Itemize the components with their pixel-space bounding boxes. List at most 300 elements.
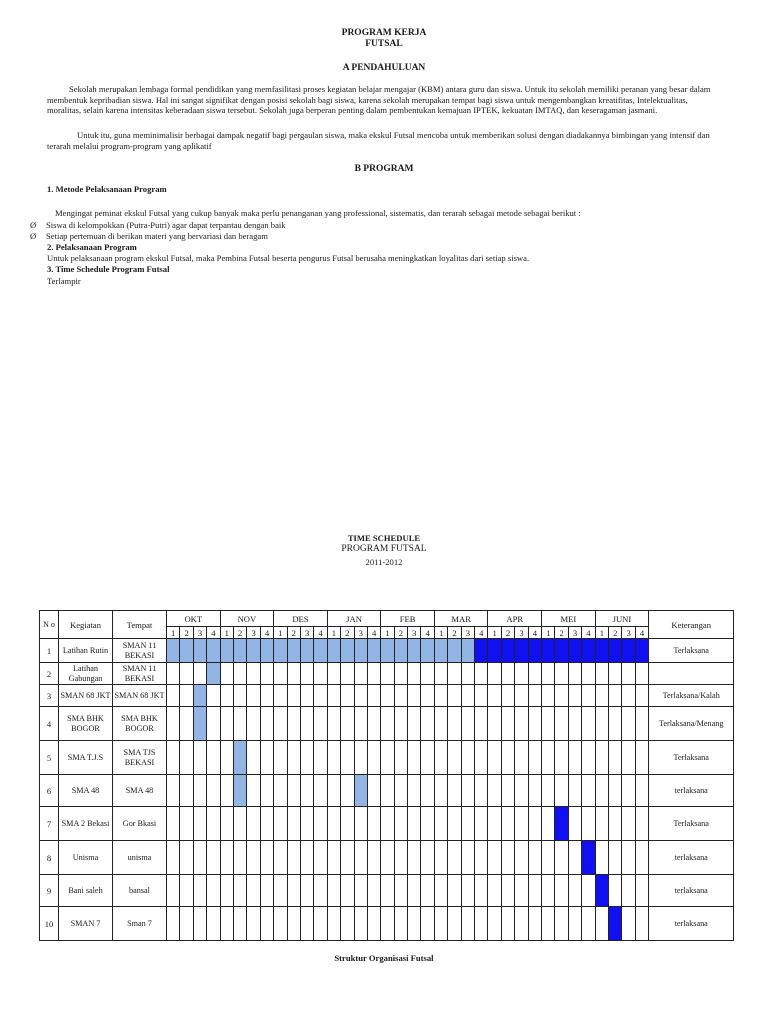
month-header: NOV — [220, 611, 274, 627]
schedule-bar-planned — [234, 639, 247, 663]
schedule-cell — [354, 663, 367, 685]
schedule-cell — [434, 875, 447, 907]
schedule-cell — [381, 807, 394, 841]
schedule-cell — [515, 707, 528, 741]
schedule-cell — [542, 707, 555, 741]
schedule-cell — [568, 707, 581, 741]
schedule-cell — [448, 841, 461, 875]
schedule-cell — [461, 741, 474, 775]
schedule-cell — [461, 663, 474, 685]
section-b-heading: B PROGRAM — [354, 164, 414, 174]
row-kegiatan: SMA 2 Bekasi — [59, 807, 113, 841]
week-header: 4 — [367, 627, 380, 639]
schedule-cell — [260, 807, 273, 841]
doc-title-line1: PROGRAM KERJA — [341, 28, 427, 38]
section-a-heading: A PENDAHULUAN — [342, 63, 426, 73]
schedule-cell — [635, 775, 648, 807]
schedule-cell — [247, 685, 260, 707]
row-tempat: SMA BHK BOGOR — [113, 707, 167, 741]
schedule-cell — [582, 775, 595, 807]
schedule-cell — [260, 685, 273, 707]
schedule-cell — [300, 707, 313, 741]
schedule-cell — [475, 875, 488, 907]
schedule-bar-completed — [515, 639, 528, 663]
row-number: 4 — [40, 707, 59, 741]
schedule-cell — [234, 907, 247, 941]
schedule-cell — [542, 807, 555, 841]
schedule-cell — [595, 907, 608, 941]
week-header: 4 — [314, 627, 327, 639]
header-no: N o — [40, 611, 59, 639]
schedule-cell — [568, 807, 581, 841]
schedule-bar-planned — [354, 775, 367, 807]
week-header: 4 — [207, 627, 220, 639]
schedule-cell — [327, 875, 340, 907]
schedule-cell — [260, 907, 273, 941]
schedule-cell — [475, 775, 488, 807]
schedule-cell — [234, 685, 247, 707]
schedule-cell — [354, 875, 367, 907]
schedule-cell — [501, 907, 514, 941]
row-number: 8 — [40, 841, 59, 875]
week-header: 2 — [394, 627, 407, 639]
row-tempat: bansal — [113, 875, 167, 907]
schedule-cell — [475, 841, 488, 875]
schedule-bar-completed — [542, 639, 555, 663]
row-kegiatan: SMAN 7 — [59, 907, 113, 941]
schedule-cell — [421, 707, 434, 741]
schedule-cell — [394, 875, 407, 907]
schedule-cell — [421, 741, 434, 775]
schedule-bar-completed — [568, 639, 581, 663]
schedule-cell — [247, 875, 260, 907]
row-keterangan: Terlaksana — [649, 741, 734, 775]
schedule-cell — [367, 685, 380, 707]
schedule-bar-planned — [408, 639, 421, 663]
schedule-cell — [515, 907, 528, 941]
schedule-cell — [635, 685, 648, 707]
schedule-cell — [515, 875, 528, 907]
schedule-cell — [300, 807, 313, 841]
schedule-cell — [488, 741, 501, 775]
table-row — [40, 741, 734, 775]
schedule-cell — [367, 807, 380, 841]
schedule-cell — [207, 741, 220, 775]
schedule-cell — [354, 741, 367, 775]
schedule-bar-completed — [609, 907, 622, 941]
row-kegiatan: Latihan Gabungan — [59, 663, 113, 685]
schedule-cell — [635, 841, 648, 875]
schedule-cell — [528, 663, 541, 685]
schedule-cell — [341, 841, 354, 875]
schedule-cell — [609, 707, 622, 741]
schedule-cell — [542, 741, 555, 775]
schedule-cell — [287, 707, 300, 741]
schedule-cell — [180, 907, 193, 941]
schedule-cell — [421, 807, 434, 841]
schedule-cell — [381, 685, 394, 707]
schedule-cell — [635, 807, 648, 841]
schedule-cell — [193, 741, 206, 775]
schedule-cell — [542, 841, 555, 875]
schedule-cell — [528, 841, 541, 875]
schedule-cell — [622, 875, 635, 907]
schedule-cell — [287, 907, 300, 941]
schedule-bar-planned — [220, 639, 233, 663]
schedule-bar-completed — [595, 639, 608, 663]
schedule-cell — [274, 707, 287, 741]
bullet-item — [30, 220, 286, 231]
schedule-cell — [448, 663, 461, 685]
schedule-cell — [367, 707, 380, 741]
row-kegiatan: Unisma — [59, 841, 113, 875]
schedule-cell — [394, 775, 407, 807]
schedule-cell — [341, 663, 354, 685]
week-header: 2 — [341, 627, 354, 639]
schedule-cell — [582, 907, 595, 941]
schedule-cell — [461, 907, 474, 941]
schedule-cell — [207, 841, 220, 875]
schedule-cell — [247, 707, 260, 741]
schedule-cell — [287, 685, 300, 707]
schedule-bar-planned — [327, 639, 340, 663]
schedule-cell — [434, 807, 447, 841]
row-number: 3 — [40, 685, 59, 707]
schedule-cell — [381, 907, 394, 941]
schedule-cell — [180, 807, 193, 841]
schedule-cell — [448, 907, 461, 941]
schedule-cell — [234, 663, 247, 685]
schedule-cell — [300, 907, 313, 941]
week-header: 2 — [555, 627, 568, 639]
schedule-cell — [448, 775, 461, 807]
schedule-bar-planned — [167, 639, 180, 663]
week-header: 3 — [408, 627, 421, 639]
schedule-cell — [568, 663, 581, 685]
bullet-marker-icon: Ø — [30, 231, 37, 241]
schedule-cell — [568, 685, 581, 707]
row-keterangan: Terlaksana — [649, 807, 734, 841]
schedule-cell — [582, 741, 595, 775]
schedule-bar-planned — [394, 639, 407, 663]
schedule-cell — [434, 707, 447, 741]
schedule-cell — [528, 775, 541, 807]
row-keterangan — [649, 663, 734, 685]
row-number: 7 — [40, 807, 59, 841]
schedule-cell — [354, 841, 367, 875]
schedule-cell — [314, 875, 327, 907]
week-header: 3 — [568, 627, 581, 639]
implementation-heading: 2. Pelaksanaan Program — [47, 242, 137, 252]
week-header: 4 — [582, 627, 595, 639]
row-number: 9 — [40, 875, 59, 907]
schedule-cell — [193, 841, 206, 875]
schedule-cell — [207, 907, 220, 941]
schedule-cell — [528, 907, 541, 941]
schedule-cell — [555, 907, 568, 941]
schedule-cell — [314, 807, 327, 841]
row-kegiatan: Bani saleh — [59, 875, 113, 907]
schedule-bar-planned — [207, 663, 220, 685]
schedule-cell — [341, 907, 354, 941]
doc-title-line2: FUTSAL — [365, 39, 403, 49]
schedule-cell — [488, 807, 501, 841]
schedule-cell — [475, 707, 488, 741]
schedule-cell — [568, 741, 581, 775]
week-header: 3 — [622, 627, 635, 639]
month-header: DES — [274, 611, 328, 627]
schedule-cell — [367, 875, 380, 907]
row-kegiatan: SMA 48 — [59, 775, 113, 807]
schedule-cell — [421, 907, 434, 941]
week-header: 1 — [220, 627, 233, 639]
schedule-cell — [568, 907, 581, 941]
schedule-cell — [274, 875, 287, 907]
schedule-cell — [247, 841, 260, 875]
week-header: 1 — [488, 627, 501, 639]
schedule-cell — [180, 841, 193, 875]
month-header: MEI — [542, 611, 596, 627]
schedule-cell — [595, 807, 608, 841]
row-tempat: SMA 48 — [113, 775, 167, 807]
schedule-cell — [381, 663, 394, 685]
schedule-cell — [568, 875, 581, 907]
schedule-bar-planned — [341, 639, 354, 663]
schedule-cell — [542, 663, 555, 685]
schedule-bar-completed — [609, 639, 622, 663]
row-number: 1 — [40, 639, 59, 663]
schedule-cell — [394, 707, 407, 741]
schedule-year: 2011-2012 — [365, 557, 403, 567]
schedule-cell — [247, 775, 260, 807]
schedule-bar-planned — [207, 639, 220, 663]
schedule-bar-completed — [635, 639, 648, 663]
schedule-cell — [461, 841, 474, 875]
schedule-cell — [542, 685, 555, 707]
row-tempat: unisma — [113, 841, 167, 875]
schedule-bar-planned — [234, 741, 247, 775]
schedule-cell — [327, 775, 340, 807]
schedule-cell — [488, 875, 501, 907]
schedule-cell — [542, 907, 555, 941]
schedule-cell — [247, 807, 260, 841]
table-row — [40, 685, 734, 707]
schedule-cell — [327, 741, 340, 775]
schedule-cell — [609, 875, 622, 907]
schedule-cell — [622, 907, 635, 941]
week-header: 2 — [501, 627, 514, 639]
schedule-cell — [622, 741, 635, 775]
schedule-cell — [421, 775, 434, 807]
week-header: 2 — [234, 627, 247, 639]
schedule-cell — [394, 685, 407, 707]
schedule-cell — [167, 663, 180, 685]
attached-note: Terlampir — [47, 276, 81, 286]
schedule-cell — [595, 663, 608, 685]
schedule-cell — [220, 841, 233, 875]
schedule-cell — [207, 807, 220, 841]
schedule-cell — [180, 685, 193, 707]
schedule-cell — [434, 775, 447, 807]
schedule-bar-planned — [354, 639, 367, 663]
schedule-cell — [515, 775, 528, 807]
schedule-cell — [367, 907, 380, 941]
bullet-text: Setiap pertemuan di berikan materi yang bervariasi dan beragam — [46, 231, 268, 241]
schedule-cell — [234, 841, 247, 875]
schedule-cell — [167, 775, 180, 807]
schedule-cell — [434, 663, 447, 685]
schedule-cell — [300, 685, 313, 707]
schedule-cell — [354, 685, 367, 707]
schedule-bar-planned — [314, 639, 327, 663]
schedule-cell — [434, 685, 447, 707]
week-header: 3 — [461, 627, 474, 639]
schedule-cell — [260, 775, 273, 807]
schedule-cell — [394, 741, 407, 775]
schedule-cell — [234, 875, 247, 907]
table-row — [40, 663, 734, 685]
schedule-cell — [220, 875, 233, 907]
schedule-bar-planned — [274, 639, 287, 663]
table-row — [40, 907, 734, 941]
schedule-cell — [622, 841, 635, 875]
row-keterangan: terlaksana — [649, 875, 734, 907]
schedule-cell — [488, 775, 501, 807]
schedule-cell — [327, 907, 340, 941]
schedule-cell — [555, 663, 568, 685]
row-keterangan: terlaksana — [649, 841, 734, 875]
schedule-cell — [287, 663, 300, 685]
schedule-cell — [461, 707, 474, 741]
schedule-cell — [488, 841, 501, 875]
schedule-cell — [528, 741, 541, 775]
schedule-bar-planned — [193, 639, 206, 663]
schedule-cell — [501, 707, 514, 741]
month-header: APR — [488, 611, 542, 627]
schedule-cell — [461, 685, 474, 707]
schedule-cell — [220, 685, 233, 707]
schedule-cell — [434, 907, 447, 941]
row-tempat: SMAN 11 BEKASI — [113, 663, 167, 685]
schedule-cell — [515, 685, 528, 707]
schedule-cell — [515, 807, 528, 841]
schedule-bar-completed — [582, 841, 595, 875]
schedule-cell — [408, 841, 421, 875]
row-kegiatan: Latihan Rutin — [59, 639, 113, 663]
schedule-cell — [568, 841, 581, 875]
week-header: 3 — [515, 627, 528, 639]
schedule-cell — [381, 875, 394, 907]
schedule-cell — [193, 807, 206, 841]
schedule-cell — [488, 707, 501, 741]
schedule-bar-planned — [260, 639, 273, 663]
schedule-cell — [314, 907, 327, 941]
schedule-cell — [193, 875, 206, 907]
schedule-cell — [635, 741, 648, 775]
schedule-cell — [260, 875, 273, 907]
schedule-cell — [622, 685, 635, 707]
schedule-bar-planned — [300, 639, 313, 663]
schedule-cell — [260, 741, 273, 775]
schedule-cell — [622, 707, 635, 741]
row-kegiatan: SMA T.J.S — [59, 741, 113, 775]
row-tempat: Gor Bkasi — [113, 807, 167, 841]
schedule-bar-completed — [555, 639, 568, 663]
schedule-cell — [421, 663, 434, 685]
month-header: MAR — [434, 611, 488, 627]
schedule-cell — [434, 841, 447, 875]
schedule-cell — [501, 807, 514, 841]
schedule-cell — [475, 807, 488, 841]
week-header: 3 — [354, 627, 367, 639]
schedule-bar-completed — [622, 639, 635, 663]
week-header: 3 — [247, 627, 260, 639]
schedule-cell — [247, 663, 260, 685]
schedule-cell — [193, 663, 206, 685]
schedule-cell — [609, 663, 622, 685]
schedule-cell — [595, 707, 608, 741]
schedule-cell — [314, 775, 327, 807]
week-header: 2 — [448, 627, 461, 639]
schedule-cell — [555, 741, 568, 775]
schedule-cell — [300, 841, 313, 875]
schedule-cell — [501, 875, 514, 907]
schedule-cell — [287, 741, 300, 775]
schedule-cell — [408, 685, 421, 707]
schedule-cell — [582, 875, 595, 907]
schedule-cell — [461, 875, 474, 907]
schedule-bar-planned — [287, 639, 300, 663]
schedule-cell — [300, 741, 313, 775]
schedule-cell — [260, 707, 273, 741]
header-keterangan: Keterangan — [649, 611, 734, 639]
schedule-bar-completed — [595, 875, 608, 907]
schedule-cell — [421, 841, 434, 875]
schedule-cell — [300, 775, 313, 807]
schedule-cell — [622, 663, 635, 685]
schedule-cell — [555, 685, 568, 707]
bullet-marker-icon: Ø — [30, 220, 37, 230]
schedule-cell — [408, 741, 421, 775]
schedule-cell — [341, 741, 354, 775]
schedule-cell — [220, 807, 233, 841]
schedule-cell — [515, 663, 528, 685]
schedule-cell — [207, 875, 220, 907]
schedule-cell — [475, 663, 488, 685]
week-header: 1 — [167, 627, 180, 639]
month-header: OKT — [167, 611, 221, 627]
week-header: 1 — [595, 627, 608, 639]
schedule-cell — [448, 707, 461, 741]
schedule-cell — [327, 807, 340, 841]
table-row — [40, 841, 734, 875]
schedule-cell — [635, 663, 648, 685]
schedule-cell — [475, 907, 488, 941]
schedule-cell — [582, 663, 595, 685]
row-tempat: SMAN 11 BEKASI — [113, 639, 167, 663]
schedule-cell — [327, 685, 340, 707]
schedule-cell — [434, 741, 447, 775]
week-header: 2 — [609, 627, 622, 639]
schedule-bar-planned — [193, 707, 206, 741]
schedule-cell — [501, 741, 514, 775]
method-heading: 1. Metode Pelaksanaan Program — [47, 184, 167, 194]
schedule-cell — [408, 775, 421, 807]
month-header: JUNI — [595, 611, 649, 627]
schedule-cell — [367, 775, 380, 807]
schedule-cell — [247, 741, 260, 775]
schedule-cell — [234, 807, 247, 841]
